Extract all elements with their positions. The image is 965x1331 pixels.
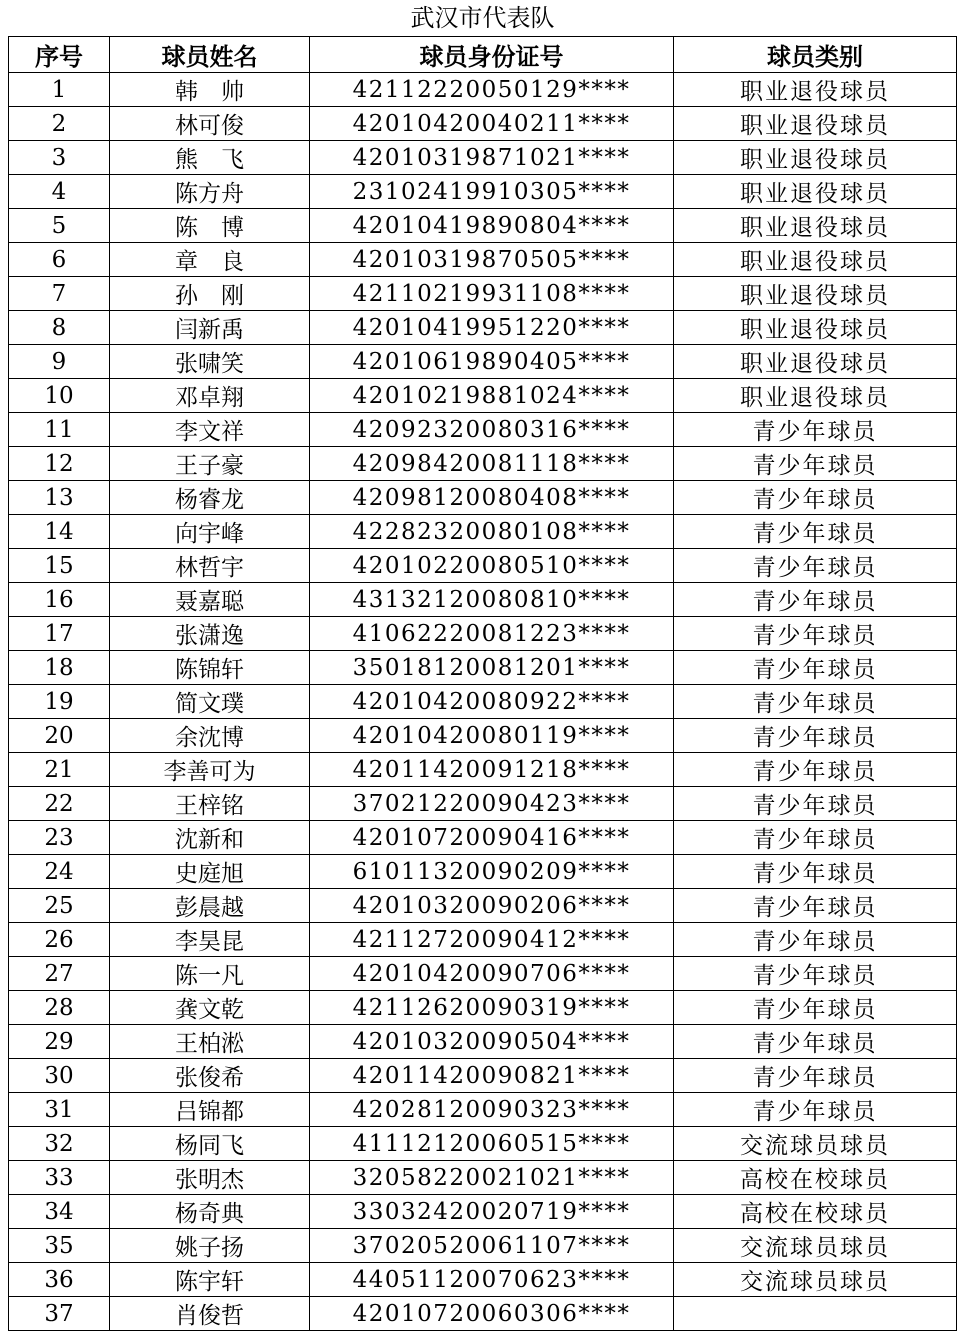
row-number: 15 [9,549,110,583]
player-category: 职业退役球员 [674,73,957,107]
player-name: 李昊昆 [110,923,310,957]
table-row [9,1093,957,1127]
player-name: 李文祥 [110,413,310,447]
player-id: 33032420020719**** [310,1195,674,1229]
table-row [9,583,957,617]
player-category: 青少年球员 [674,515,957,549]
player-id: 61011320090209**** [310,855,674,889]
player-name: 杨奇典 [110,1195,310,1229]
row-number: 23 [9,821,110,855]
player-id: 42098120080408**** [310,481,674,515]
player-category: 高校在校球员 [674,1195,957,1229]
player-category: 职业退役球员 [674,175,957,209]
player-id: 35018120081201**** [310,651,674,685]
player-category: 职业退役球员 [674,141,957,175]
player-category: 青少年球员 [674,685,957,719]
player-category: 青少年球员 [674,855,957,889]
player-name: 王柏淞 [110,1025,310,1059]
table-row [9,549,957,583]
player-id: 42010320090504**** [310,1025,674,1059]
table-row [9,413,957,447]
player-category: 青少年球员 [674,957,957,991]
player-name: 陈一凡 [110,957,310,991]
player-name: 简文璞 [110,685,310,719]
roster-table [8,36,957,1331]
player-id: 42010720090416**** [310,821,674,855]
player-id: 37021220090423**** [310,787,674,821]
row-number: 27 [9,957,110,991]
table-row [9,991,957,1025]
table-row [9,209,957,243]
player-id: 23102419910305**** [310,175,674,209]
player-id: 42010319870505**** [310,243,674,277]
player-category: 青少年球员 [674,549,957,583]
player-id: 32058220021021**** [310,1161,674,1195]
player-name: 王子豪 [110,447,310,481]
player-category: 青少年球员 [674,991,957,1025]
table-row [9,345,957,379]
row-number: 28 [9,991,110,1025]
row-number: 20 [9,719,110,753]
player-category: 青少年球员 [674,481,957,515]
player-category: 职业退役球员 [674,277,957,311]
header-number: 序号 [9,37,110,73]
player-category: 青少年球员 [674,1025,957,1059]
player-name: 向宇峰 [110,515,310,549]
table-row [9,379,957,413]
player-name: 张啸笑 [110,345,310,379]
player-id: 42011420090821**** [310,1059,674,1093]
table-row [9,1025,957,1059]
player-name: 熊 飞 [110,141,310,175]
player-category: 职业退役球员 [674,311,957,345]
player-id: 42010420080119**** [310,719,674,753]
player-name: 张潇逸 [110,617,310,651]
player-name: 孙 刚 [110,277,310,311]
player-name: 张明杰 [110,1161,310,1195]
player-id: 42112620090319**** [310,991,674,1025]
player-category: 交流球员球员 [674,1263,957,1297]
player-name: 邓卓翔 [110,379,310,413]
player-category: 职业退役球员 [674,209,957,243]
player-name: 姚子扬 [110,1229,310,1263]
player-name: 陈方舟 [110,175,310,209]
player-name: 陈 博 [110,209,310,243]
row-number: 7 [9,277,110,311]
player-name: 李善可为 [110,753,310,787]
player-id: 42010720060306**** [310,1297,674,1331]
player-name: 彭晨越 [110,889,310,923]
player-id: 37020520061107**** [310,1229,674,1263]
page-title: 武汉市代表队 [410,4,555,32]
row-number: 6 [9,243,110,277]
player-category: 青少年球员 [674,1093,957,1127]
header-id: 球员身份证号 [310,37,674,73]
row-number: 9 [9,345,110,379]
player-id: 42010419890804**** [310,209,674,243]
player-category: 青少年球员 [674,753,957,787]
player-name: 闫新禹 [110,311,310,345]
player-id: 42010219881024**** [310,379,674,413]
table-row [9,1195,957,1229]
player-id: 42098420081118**** [310,447,674,481]
roster-body [9,73,957,1331]
player-name: 杨同飞 [110,1127,310,1161]
table-row [9,447,957,481]
row-number: 37 [9,1297,110,1331]
player-category: 高校在校球员 [674,1161,957,1195]
player-category: 职业退役球员 [674,345,957,379]
row-number: 29 [9,1025,110,1059]
player-category: 交流球员球员 [674,1127,957,1161]
row-number: 11 [9,413,110,447]
row-number: 30 [9,1059,110,1093]
row-number: 33 [9,1161,110,1195]
row-number: 19 [9,685,110,719]
player-category: 青少年球员 [674,889,957,923]
player-category: 青少年球员 [674,923,957,957]
player-id: 44051120070623**** [310,1263,674,1297]
table-row [9,243,957,277]
row-number: 24 [9,855,110,889]
player-name: 林可俊 [110,107,310,141]
player-id: 42112220050129**** [310,73,674,107]
player-name: 吕锦都 [110,1093,310,1127]
player-id: 42010619890405**** [310,345,674,379]
header-row [9,37,957,73]
player-name: 王梓铭 [110,787,310,821]
player-category [674,1297,957,1331]
table-row [9,855,957,889]
player-name: 余沈博 [110,719,310,753]
row-number: 5 [9,209,110,243]
player-name: 韩 帅 [110,73,310,107]
row-number: 1 [9,73,110,107]
row-number: 25 [9,889,110,923]
player-category: 职业退役球员 [674,107,957,141]
row-number: 22 [9,787,110,821]
table-row [9,141,957,175]
player-id: 42112720090412**** [310,923,674,957]
row-number: 3 [9,141,110,175]
row-number: 36 [9,1263,110,1297]
player-name: 章 良 [110,243,310,277]
player-name: 张俊希 [110,1059,310,1093]
table-row [9,1127,957,1161]
table-row [9,1161,957,1195]
table-row [9,617,957,651]
player-category: 青少年球员 [674,1059,957,1093]
table-row [9,311,957,345]
row-number: 4 [9,175,110,209]
player-id: 42010419951220**** [310,311,674,345]
row-number: 8 [9,311,110,345]
player-category: 职业退役球员 [674,379,957,413]
row-number: 2 [9,107,110,141]
table-row [9,719,957,753]
player-category: 青少年球员 [674,719,957,753]
player-name: 聂嘉聪 [110,583,310,617]
header-category: 球员类别 [674,37,957,73]
player-id: 42010420090706**** [310,957,674,991]
table-row [9,957,957,991]
player-id: 41112120060515**** [310,1127,674,1161]
player-name: 杨睿龙 [110,481,310,515]
row-number: 16 [9,583,110,617]
row-number: 14 [9,515,110,549]
header-name: 球员姓名 [110,37,310,73]
table-row [9,923,957,957]
row-number: 18 [9,651,110,685]
player-id: 42010420080922**** [310,685,674,719]
player-category: 青少年球员 [674,583,957,617]
table-row [9,787,957,821]
table-row [9,651,957,685]
player-name: 陈锦轩 [110,651,310,685]
player-category: 青少年球员 [674,447,957,481]
row-number: 10 [9,379,110,413]
row-number: 26 [9,923,110,957]
table-row [9,1229,957,1263]
player-name: 龚文乾 [110,991,310,1025]
table-row [9,481,957,515]
player-id: 41062220081223**** [310,617,674,651]
table-row [9,685,957,719]
player-category: 青少年球员 [674,413,957,447]
player-id: 42010319871021**** [310,141,674,175]
table-row [9,515,957,549]
player-category: 青少年球员 [674,787,957,821]
player-id: 42282320080108**** [310,515,674,549]
row-number: 31 [9,1093,110,1127]
table-row [9,753,957,787]
table-row [9,1297,957,1331]
table-row [9,889,957,923]
table-row [9,1263,957,1297]
player-name: 肖俊哲 [110,1297,310,1331]
player-category: 青少年球员 [674,651,957,685]
player-id: 43132120080810**** [310,583,674,617]
player-name: 陈宇轩 [110,1263,310,1297]
player-id: 42110219931108**** [310,277,674,311]
row-number: 12 [9,447,110,481]
player-id: 42011420091218**** [310,753,674,787]
table-row [9,73,957,107]
player-id: 42010220080510**** [310,549,674,583]
player-id: 42028120090323**** [310,1093,674,1127]
player-id: 42010420040211**** [310,107,674,141]
row-number: 13 [9,481,110,515]
row-number: 32 [9,1127,110,1161]
player-id: 42010320090206**** [310,889,674,923]
row-number: 21 [9,753,110,787]
table-row [9,277,957,311]
player-category: 青少年球员 [674,821,957,855]
player-name: 沈新和 [110,821,310,855]
player-category: 青少年球员 [674,617,957,651]
row-number: 17 [9,617,110,651]
table-row [9,107,957,141]
row-number: 34 [9,1195,110,1229]
player-category: 交流球员球员 [674,1229,957,1263]
player-name: 史庭旭 [110,855,310,889]
table-row [9,1059,957,1093]
table-row [9,175,957,209]
table-row [9,821,957,855]
row-number: 35 [9,1229,110,1263]
player-name: 林哲宇 [110,549,310,583]
player-id: 42092320080316**** [310,413,674,447]
player-category: 职业退役球员 [674,243,957,277]
